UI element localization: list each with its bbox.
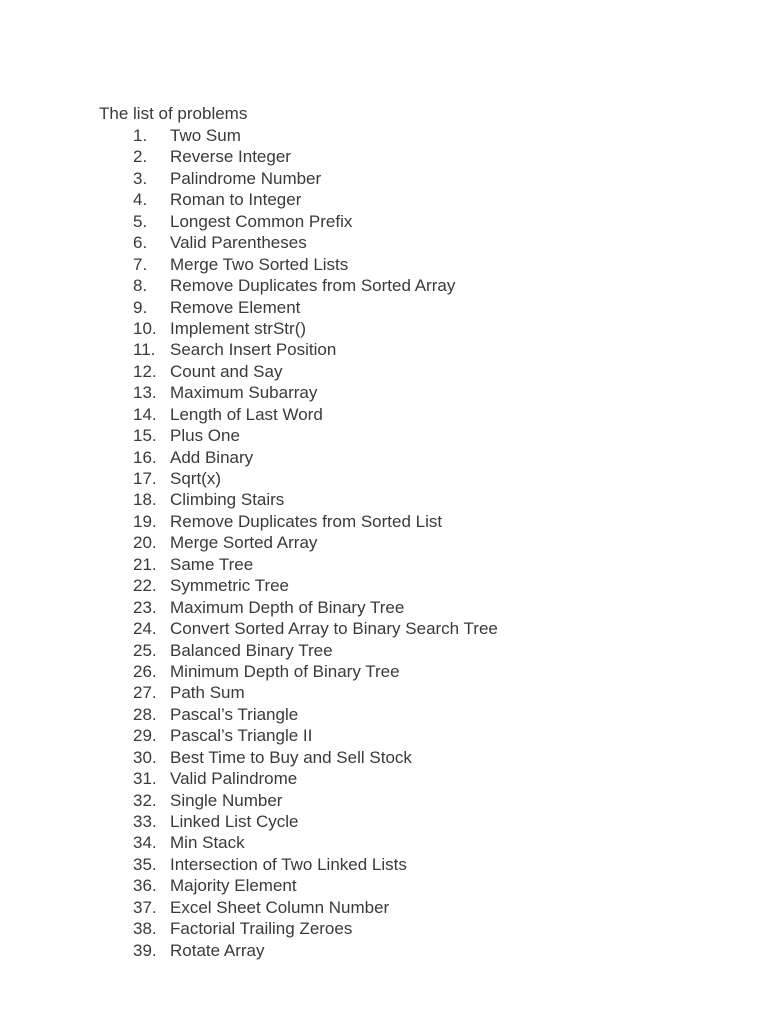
list-item [99, 404, 719, 425]
list-heading: The list of problems [99, 104, 248, 123]
list-item [99, 554, 719, 575]
list-item-title: Plus One [170, 426, 240, 446]
list-item-number: 7. [133, 254, 148, 274]
list-item-number: 31. [133, 769, 157, 789]
list-item [99, 146, 719, 167]
list-item-number: 11. [133, 340, 156, 360]
list-item-title: Factorial Trailing Zeroes [170, 919, 353, 939]
list-item-number: 34. [133, 833, 157, 853]
list-item-number: 9. [133, 297, 148, 317]
list-item [99, 361, 719, 382]
list-item-title: Merge Sorted Array [170, 533, 318, 553]
list-item [99, 318, 719, 339]
list-item-number: 33. [133, 812, 157, 831]
list-item [99, 832, 719, 853]
list-item-number: 39. [133, 940, 157, 960]
list-item-title: Pascal’s Triangle [170, 704, 299, 724]
list-item-title: Remove Duplicates from Sorted List [170, 511, 443, 531]
list-item-title: Palindrome Number [170, 168, 322, 188]
list-item-number: 2. [133, 147, 148, 167]
list-item-title: Linked List Cycle [170, 812, 299, 831]
list-item-title: Add Binary [170, 447, 254, 467]
list-item [99, 168, 719, 189]
list-item [99, 768, 719, 789]
list-item-title: Rotate Array [170, 940, 265, 960]
list-item [99, 468, 719, 489]
list-item-title: Two Sum [170, 126, 241, 145]
list-item [99, 211, 719, 232]
list-item [99, 425, 719, 446]
list-item-number: 5. [133, 211, 148, 231]
list-item-number: 20. [133, 533, 157, 553]
list-item-number: 18. [133, 490, 157, 510]
list-item-number: 24. [133, 619, 157, 639]
list-item [99, 489, 719, 510]
list-item-title: Balanced Binary Tree [170, 640, 333, 660]
list-item [99, 339, 719, 360]
list-item-number: 16. [133, 447, 157, 467]
list-item-title: Length of Last Word [170, 404, 323, 424]
list-item-number: 28. [133, 704, 157, 724]
list-item-title: Longest Common Prefix [170, 211, 353, 231]
list-item-number: 17. [133, 469, 157, 488]
list-item [99, 897, 719, 918]
list-item-number: 30. [133, 747, 157, 767]
list-item [99, 790, 719, 811]
list-item [99, 682, 719, 703]
list-item-title: Majority Element [170, 876, 297, 896]
list-item-title: Remove Duplicates from Sorted Array [170, 276, 456, 296]
list-item [99, 447, 719, 468]
list-item-title: Roman to Integer [170, 190, 302, 210]
list-item-title: Minimum Depth of Binary Tree [170, 661, 400, 681]
document-body [99, 103, 719, 961]
list-item [99, 297, 719, 318]
list-item-number: 22. [133, 576, 157, 596]
list-item-title: Reverse Integer [170, 147, 291, 167]
list-item-number: 21. [133, 554, 157, 574]
list-item [99, 618, 719, 639]
list-item [99, 532, 719, 553]
list-item [99, 704, 719, 725]
list-item-number: 8. [133, 276, 148, 296]
list-item-number: 19. [133, 511, 157, 531]
list-item [99, 189, 719, 210]
list-item-title: Min Stack [170, 833, 245, 853]
list-item [99, 597, 719, 618]
problem-list [99, 125, 719, 961]
list-item [99, 854, 719, 875]
list-item-number: 6. [133, 233, 148, 253]
list-item [99, 747, 719, 768]
list-item-number: 1. [133, 126, 148, 145]
list-item [99, 640, 719, 661]
list-item [99, 875, 719, 896]
list-item-number: 38. [133, 919, 157, 939]
list-item-title: Remove Element [170, 297, 301, 317]
list-item [99, 918, 719, 939]
list-item-title: Count and Say [170, 361, 283, 381]
list-item-number: 13. [133, 383, 157, 403]
list-item-number: 26. [133, 661, 157, 681]
list-item-title: Search Insert Position [170, 340, 337, 360]
list-item-number: 3. [133, 168, 148, 188]
list-item [99, 382, 719, 403]
list-item-title: Excel Sheet Column Number [170, 897, 390, 917]
list-item-title: Best Time to Buy and Sell Stock [170, 747, 412, 767]
list-item [99, 232, 719, 253]
list-item-title: Pascal’s Triangle II [170, 726, 313, 746]
list-item [99, 811, 719, 832]
list-item-number: 4. [133, 190, 148, 210]
list-item-number: 23. [133, 597, 157, 617]
list-item [99, 661, 719, 682]
list-item-title: Valid Parentheses [170, 233, 307, 253]
list-item-title: Single Number [170, 790, 283, 810]
list-item [99, 725, 719, 746]
list-item-title: Climbing Stairs [170, 490, 285, 510]
list-item-title: Valid Palindrome [170, 769, 298, 789]
list-item-title: Sqrt(x) [170, 469, 221, 488]
list-item [99, 575, 719, 596]
list-item-number: 36. [133, 876, 157, 896]
list-item-title: Path Sum [170, 683, 245, 703]
list-item [99, 125, 719, 146]
list-item-title: Convert Sorted Array to Binary Search Tree [170, 619, 498, 639]
list-item-number: 29. [133, 726, 157, 746]
list-item-title: Implement strStr() [170, 318, 307, 338]
list-item-number: 37. [133, 897, 157, 917]
list-item-number: 10. [133, 318, 157, 338]
list-item [99, 254, 719, 275]
list-item-title: Merge Two Sorted Lists [170, 254, 349, 274]
list-item-title: Intersection of Two Linked Lists [170, 854, 407, 874]
list-item [99, 940, 719, 961]
list-item-title: Maximum Depth of Binary Tree [170, 597, 405, 617]
list-item-number: 32. [133, 790, 157, 810]
list-item-number: 12. [133, 361, 157, 381]
list-item-title: Symmetric Tree [170, 576, 290, 596]
list-item-number: 25. [133, 640, 157, 660]
list-item-number: 35. [133, 854, 157, 874]
list-item-number: 15. [133, 426, 157, 446]
list-item-title: Same Tree [170, 554, 254, 574]
list-item-number: 14. [133, 404, 157, 424]
list-item [99, 275, 719, 296]
list-item [99, 511, 719, 532]
list-item-title: Maximum Subarray [170, 383, 318, 403]
list-item-number: 27. [133, 683, 157, 703]
